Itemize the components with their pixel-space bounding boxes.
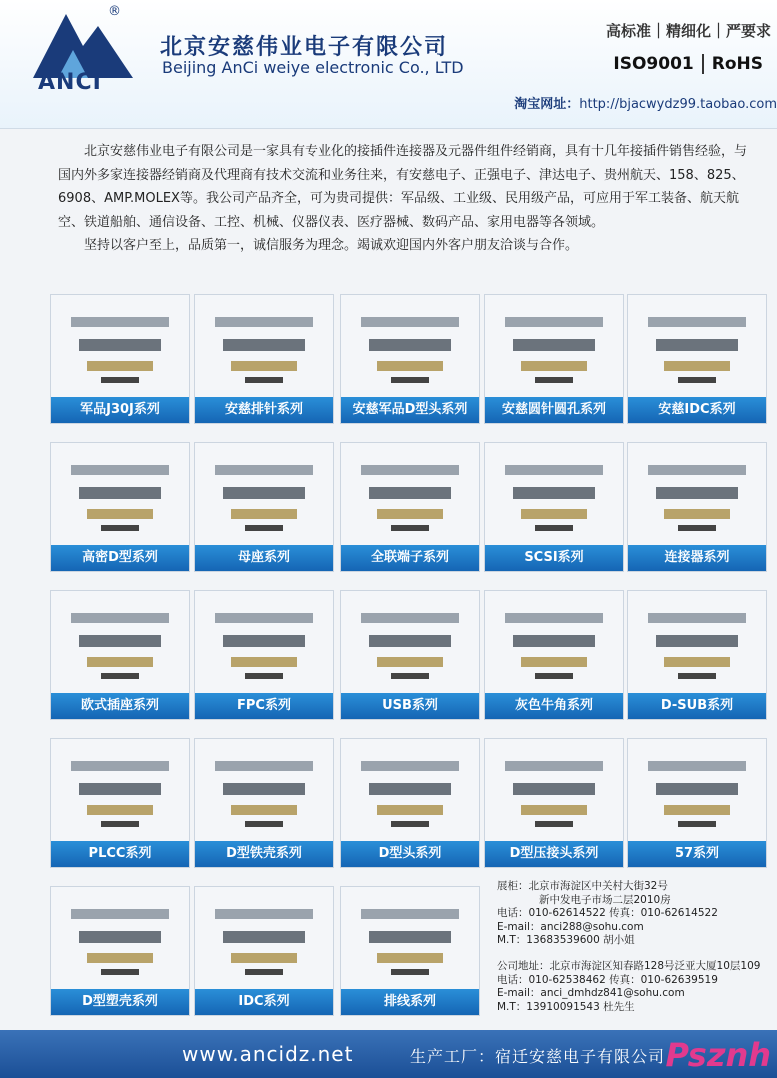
certifications	[605, 54, 771, 74]
product-card[interactable]	[340, 590, 480, 720]
header	[0, 0, 777, 129]
product-card[interactable]	[484, 442, 624, 572]
product-label: 排线系列	[341, 989, 479, 1015]
footer-url[interactable]: www.ancidz.net	[182, 1042, 354, 1066]
product-label: 全联端子系列	[341, 545, 479, 571]
d-connector-icon	[51, 443, 189, 545]
product-card[interactable]	[340, 442, 480, 572]
product-label: SCSI系列	[485, 545, 623, 571]
scsi-connector-icon	[485, 443, 623, 545]
product-label: D型塑壳系列	[51, 989, 189, 1015]
showroom-line-1: 展柜：北京市海淀区中关村大街32号	[497, 880, 668, 892]
product-card[interactable]	[50, 886, 190, 1016]
product-label: PLCC系列	[51, 841, 189, 867]
product-card[interactable]	[627, 442, 767, 572]
product-label: 母座系列	[195, 545, 333, 571]
email-line-1[interactable]: E-mail：anci288@sohu.com	[497, 920, 644, 933]
product-label: 连接器系列	[628, 545, 766, 571]
product-label: D型头系列	[341, 841, 479, 867]
fpc-connector-icon	[195, 591, 333, 693]
product-label: 安慈排针系列	[195, 397, 333, 423]
usb-connector-icon	[341, 591, 479, 693]
idc-connector-icon	[195, 887, 333, 989]
product-card[interactable]	[340, 294, 480, 424]
product-label: 57系列	[628, 841, 766, 867]
product-card[interactable]	[340, 886, 480, 1016]
product-label: 安慈圆针圆孔系列	[485, 397, 623, 423]
intro-paragraph-1: 北京安慈伟业电子有限公司是一家具有专业化的接插件连接器及元器件组件经销商，具有十几年接插件销售经验，与国内外多家连接器经销商及代理商有技术交流和业务往来，有安慈电子、正强电子、津达电子、贵州航天、158、825、6908、AMP.MOLEX等。我公司产品齐全，可为贵司提供：军品级、工业级、民用级产品，可应用于军工装备、航天航空、铁道船舶、通信设备、工控、机械、仪器仪表、医疗器械、数码产品、家用电器等各领域。	[58, 144, 748, 230]
phone-line-2: 电话：010-62538462 传真：010-62639519	[497, 973, 718, 986]
email-line-2[interactable]: E-mail：anci_dmhdz841@sohu.com	[497, 987, 685, 1000]
product-card[interactable]	[194, 590, 334, 720]
d-connector-icon	[341, 295, 479, 397]
company-name-en: Beijing AnCi weiye electronic Co., LTD	[162, 58, 464, 77]
shop-url[interactable]: http://bjacwydz99.taobao.com	[579, 97, 777, 112]
cable-harness-icon	[51, 295, 189, 397]
cert-iso9001: ISO9001	[605, 54, 703, 74]
product-label: D型铁壳系列	[195, 841, 333, 867]
contact-info	[497, 880, 777, 1014]
metal-hood-icon	[195, 739, 333, 841]
shop-label: 淘宝网址：	[514, 97, 580, 112]
product-card[interactable]	[194, 294, 334, 424]
product-label: D-SUB系列	[628, 693, 766, 719]
company-name-cn: 北京安慈伟业电子有限公司	[160, 35, 449, 60]
showroom-line-2: 新中发电子市场二层2010房	[539, 893, 671, 906]
shop-link[interactable]	[514, 93, 777, 112]
cert-rohs: RoHS	[711, 54, 763, 74]
box-header-icon	[485, 591, 623, 693]
slogan: 高标准｜精细化｜严要求	[605, 22, 771, 40]
footer	[0, 1030, 777, 1078]
product-label: 欧式插座系列	[51, 693, 189, 719]
product-card[interactable]	[194, 738, 334, 868]
product-label: FPC系列	[195, 693, 333, 719]
product-card[interactable]	[50, 442, 190, 572]
mobile-line-1: M.T：13683539600 胡小姐	[497, 934, 635, 947]
d-connector-icon	[341, 739, 479, 841]
product-label: 军品J30J系列	[51, 397, 189, 423]
product-label: 灰色牛角系列	[485, 693, 623, 719]
product-card[interactable]	[340, 738, 480, 868]
product-card[interactable]	[50, 738, 190, 868]
ribbon-cable-icon	[341, 887, 479, 989]
connector-icon	[628, 443, 766, 545]
plastic-hood-icon	[51, 887, 189, 989]
watermark: Psznh	[665, 1036, 771, 1074]
idc-connector-icon	[628, 295, 766, 397]
address-line: 公司地址：北京市海淀区知春路128号泛亚大厦10层109	[497, 959, 761, 972]
product-card[interactable]	[50, 590, 190, 720]
plcc-socket-icon	[51, 739, 189, 841]
product-card[interactable]	[50, 294, 190, 424]
pin-header-icon	[195, 295, 333, 397]
product-card[interactable]	[484, 590, 624, 720]
company-intro	[58, 140, 748, 258]
product-card[interactable]	[627, 590, 767, 720]
logo-text: ANCI	[38, 70, 102, 95]
registered-mark: ®	[108, 4, 121, 19]
product-card[interactable]	[194, 442, 334, 572]
euro-socket-icon	[51, 591, 189, 693]
product-card[interactable]	[194, 886, 334, 1016]
product-label: 高密D型系列	[51, 545, 189, 571]
female-header-icon	[195, 443, 333, 545]
product-card[interactable]	[627, 294, 767, 424]
product-card[interactable]	[627, 738, 767, 868]
product-label: USB系列	[341, 693, 479, 719]
terminal-block-icon	[341, 443, 479, 545]
phone-line-1: 电话：010-62614522 传真：010-62614522	[497, 907, 718, 920]
dsub-connector-icon	[628, 591, 766, 693]
product-card[interactable]	[484, 294, 624, 424]
crimp-connector-icon	[485, 739, 623, 841]
intro-paragraph-2: 坚持以客户至上，品质第一，诚信服务为理念。竭诚欢迎国内外客户朋友洽谈与合作。	[84, 238, 579, 253]
product-label: D型压接头系列	[485, 841, 623, 867]
mobile-line-2: M.T：13910091543 杜先生	[497, 1000, 635, 1013]
product-label: 安慈军品D型头系列	[341, 397, 479, 423]
round-pin-icon	[485, 295, 623, 397]
footer-factory: 生产工厂：宿迁安慈电子有限公司	[410, 1047, 666, 1066]
product-card[interactable]	[484, 738, 624, 868]
product-label: IDC系列	[195, 989, 333, 1015]
product-label: 安慈IDC系列	[628, 397, 766, 423]
centronics-connector-icon	[628, 739, 766, 841]
